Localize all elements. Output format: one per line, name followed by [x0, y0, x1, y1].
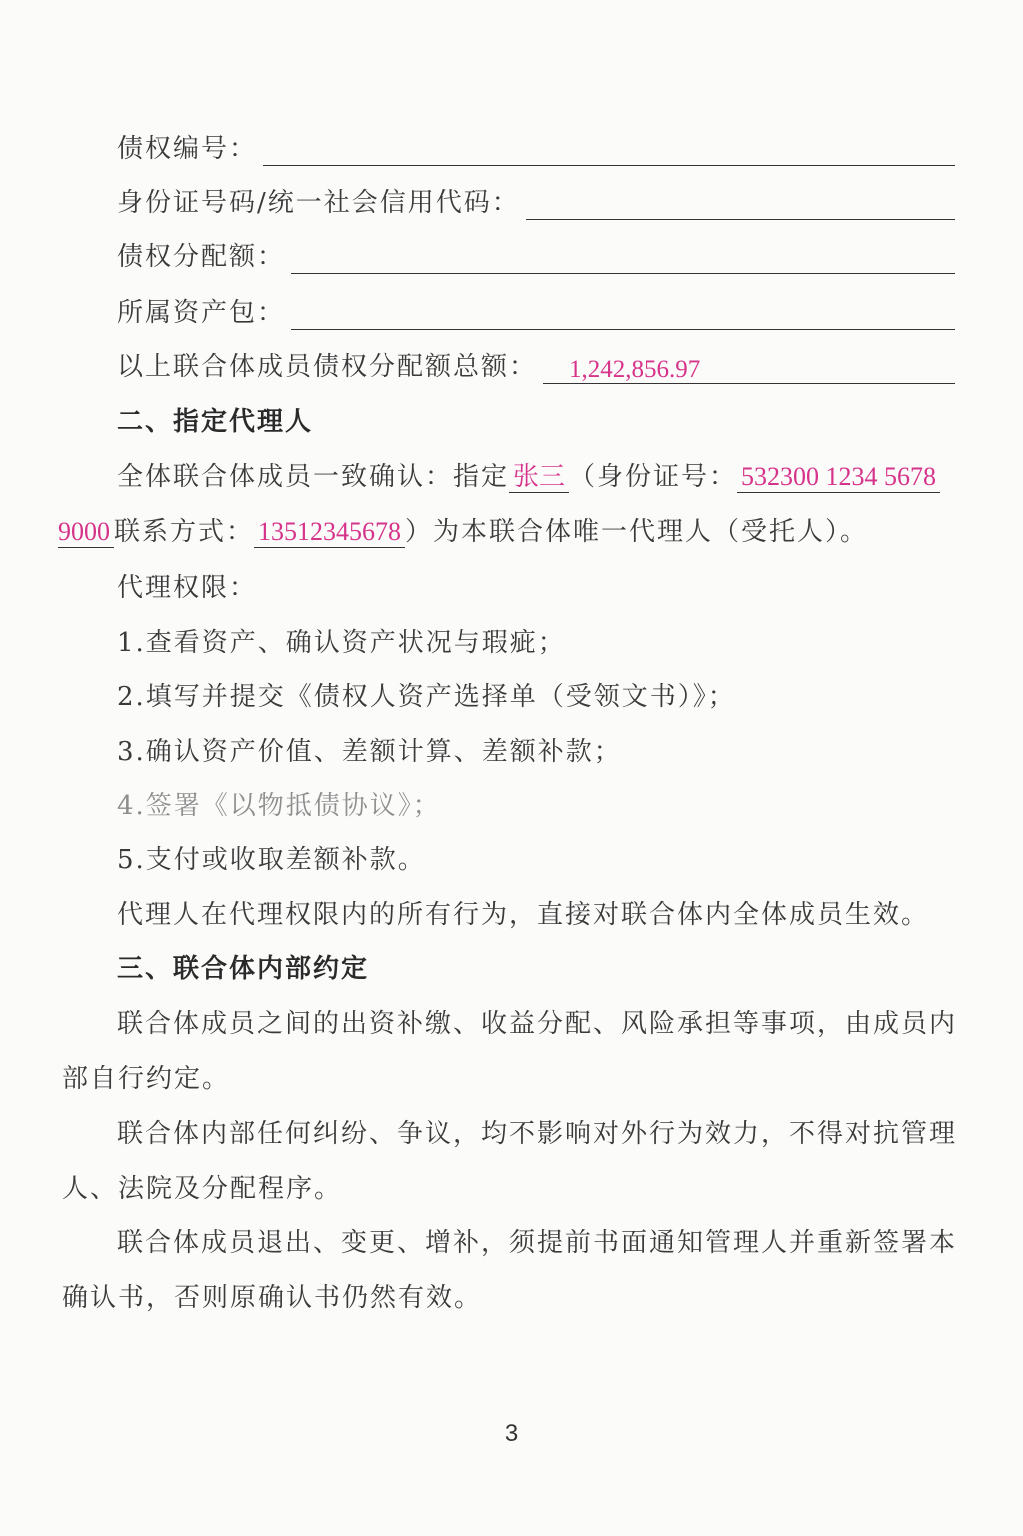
paragraph-1-line-2: 部自行约定。	[62, 1064, 231, 1094]
claim-number-label: 债权编号：	[117, 134, 258, 164]
allocation-field	[117, 240, 955, 274]
total-allocation-blank	[543, 357, 955, 384]
section-2-heading: 二、指定代理人	[117, 407, 314, 437]
claim-number-blank	[263, 139, 955, 166]
scope-item-4: 4.签署《以物抵债协议》；	[117, 791, 441, 821]
contact-label: 联系方式：	[114, 517, 255, 547]
agent-line-1	[117, 460, 940, 494]
scope-item-1: 1.查看资产、确认资产状况与瑕疵；	[117, 628, 566, 658]
allocation-label: 债权分配额：	[117, 242, 286, 272]
agent-effect-text: 代理人在代理权限内的所有行为，直接对联合体内全体成员生效。	[117, 900, 930, 930]
id-code-blank	[526, 193, 955, 220]
agent-line-2-suffix: ）为本联合体唯一代理人（受托人）。	[405, 517, 869, 547]
scope-title: 代理权限：	[117, 573, 258, 603]
scope-item-5: 5.支付或收取差额补款。	[117, 845, 426, 875]
paragraph-3-line-2: 确认书，否则原确认书仍然有效。	[62, 1283, 483, 1313]
total-allocation-label: 以上联合体成员债权分配额总额：	[117, 352, 538, 382]
allocation-blank	[291, 247, 955, 274]
agent-name: 张三	[513, 462, 566, 491]
agent-phone: 13512345678	[258, 517, 402, 546]
agent-line-1-mid: （身份证号：	[569, 462, 738, 492]
section-3-heading: 三、联合体内部约定	[117, 954, 370, 984]
paragraph-3-line-1: 联合体成员退出、变更、增补，须提前书面通知管理人并重新签署本	[117, 1228, 958, 1258]
id-code-field	[117, 186, 955, 220]
total-allocation-value: 1,242,856.97	[569, 356, 701, 383]
id-code-label: 身份证号码/统一社会信用代码：	[117, 188, 520, 218]
agent-line-2	[58, 515, 868, 549]
agent-id-part-2: 9000	[58, 517, 110, 546]
claim-number-field	[117, 132, 955, 166]
scope-item-3: 3.确认资产价值、差额计算、差额补款；	[117, 737, 622, 767]
agent-id-part-1: 532300 1234 5678	[741, 462, 937, 491]
page-number: 3	[504, 1420, 519, 1447]
paragraph-2-line-1: 联合体内部任何纠纷、争议，均不影响对外行为效力，不得对抗管理	[117, 1119, 958, 1149]
total-allocation-field	[117, 350, 955, 384]
paragraph-2-line-2: 人、法院及分配程序。	[62, 1174, 343, 1204]
asset-package-field	[117, 296, 955, 330]
agent-line-1-prefix: 全体联合体成员一致确认：指定	[117, 462, 510, 492]
paragraph-1-line-1: 联合体成员之间的出资补缴、收益分配、风险承担等事项，由成员内	[117, 1009, 958, 1039]
scope-item-2: 2.填写并提交《债权人资产选择单（受领文书）》；	[117, 682, 736, 712]
asset-package-label: 所属资产包：	[117, 298, 286, 328]
asset-package-blank	[291, 303, 955, 330]
